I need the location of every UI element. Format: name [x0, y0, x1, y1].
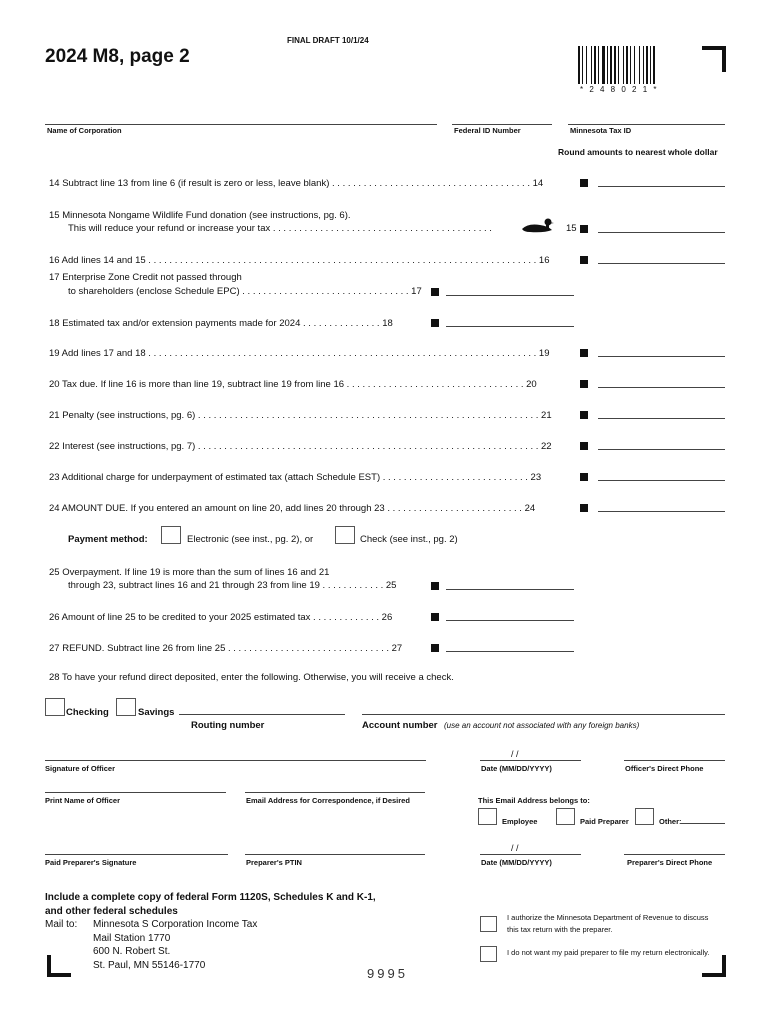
line-17-amount[interactable] [446, 283, 574, 296]
line-20-amount[interactable] [598, 375, 725, 388]
line-27-amount[interactable] [446, 639, 574, 652]
other-checkbox[interactable] [635, 808, 654, 825]
line-25-label: 25 Overpayment. If line 19 is more than the sum of lines 16 and 21 [49, 567, 330, 578]
address-line-2: Mail Station 1770 [93, 933, 171, 944]
line-22-marker [580, 442, 588, 450]
line-20-marker [580, 380, 588, 388]
date-2-field[interactable] [480, 842, 581, 855]
line-21-amount[interactable] [598, 406, 725, 419]
print-name-field[interactable] [45, 780, 226, 793]
officer-phone-label: Officer's Direct Phone [625, 764, 704, 773]
line-14-amount[interactable] [598, 174, 725, 187]
line-15-marker [580, 225, 588, 233]
line-17-label: 17 Enterprise Zone Credit not passed through [49, 272, 242, 283]
authorize-checkbox[interactable] [480, 916, 497, 932]
corner-mark-bottom-right [702, 955, 726, 977]
page-title: 2024 M8, page 2 [45, 46, 190, 67]
barcode-number: * 2 4 8 0 2 1 * [580, 85, 659, 94]
line-23-label: 23 Additional charge for underpayment of estimated tax (attach Schedule EST) . . . . . . . . . . . . . . . . . . . . . . . . . . . . 23 [49, 472, 542, 483]
line-23-marker [580, 473, 588, 481]
payment-method-label: Payment method: [68, 534, 148, 545]
line-21-marker [580, 411, 588, 419]
line-24-marker [580, 504, 588, 512]
account-number-note: (use an account not associated with any foreign banks) [444, 721, 640, 730]
line-24-amount[interactable] [598, 499, 725, 512]
address-line-3: 600 N. Robert St. [93, 946, 171, 957]
draft-label: FINAL DRAFT 10/1/24 [287, 36, 369, 45]
include-note-1: Include a complete copy of federal Form 1120S, Schedules K and K-1, [45, 892, 376, 903]
checking-label: Checking [66, 707, 109, 718]
line-19-label: 19 Add lines 17 and 18 . . . . . . . . . . . . . . . . . . . . . . . . . . . . . . . . . . . . . . . . . . . . . . . . . . . . . . . . . . . . . . . . . . . . . . . . . . 19 [49, 348, 550, 359]
print-name-label: Print Name of Officer [45, 796, 121, 805]
line-18-label: 18 Estimated tax and/or extension payments made for 2024 . . . . . . . . . . . . . . . 18 [49, 318, 393, 329]
officer-phone-field[interactable] [624, 748, 725, 761]
preparer-signature-field[interactable] [45, 842, 228, 855]
minnesota-tax-id-label: Minnesota Tax ID [570, 126, 632, 135]
line-26-marker [431, 613, 439, 621]
no-efile-checkbox[interactable] [480, 946, 497, 962]
line-14-marker [580, 179, 588, 187]
line-25-marker [431, 582, 439, 590]
email-label: Email Address for Correspondence, if Desired [246, 796, 410, 805]
authorize-label-2: this tax return with the preparer. [507, 925, 613, 934]
ptin-field[interactable] [245, 842, 425, 855]
check-checkbox[interactable] [335, 526, 355, 544]
email-field[interactable] [245, 780, 425, 793]
form-code: 9995 [367, 966, 408, 981]
corporation-name-field[interactable] [45, 112, 437, 125]
corporation-name-label: Name of Corporation [47, 126, 122, 135]
date-2-label: Date (MM/DD/YYYY) [481, 858, 552, 867]
line-18-amount[interactable] [446, 314, 574, 327]
mail-to-label: Mail to: [45, 919, 78, 930]
round-note: Round amounts to nearest whole dollar [558, 147, 718, 157]
other-label: Other: [659, 817, 682, 826]
routing-number-field[interactable] [179, 702, 345, 715]
line-24-label: 24 AMOUNT DUE. If you entered an amount on line 20, add lines 20 through 23 . . . . . . . . . . . . . . . . . . . . . . . . . . 24 [49, 503, 536, 514]
employee-checkbox[interactable] [478, 808, 497, 825]
line-25-label-2: through 23, subtract lines 16 and 21 through 23 from line 19 . . . . . . . . . . . . 25 [68, 580, 397, 591]
loon-icon [518, 214, 556, 234]
preparer-phone-label: Preparer's Direct Phone [627, 858, 713, 867]
line-17-marker [431, 288, 439, 296]
address-line-4: St. Paul, MN 55146-1770 [93, 960, 206, 971]
paid-preparer-checkbox[interactable] [556, 808, 575, 825]
routing-number-label: Routing number [191, 720, 265, 731]
officer-signature-field[interactable] [45, 748, 426, 761]
other-field[interactable] [681, 813, 725, 824]
federal-id-label: Federal ID Number [454, 126, 521, 135]
officer-signature-label: Signature of Officer [45, 764, 116, 773]
date-1-label: Date (MM/DD/YYYY) [481, 764, 552, 773]
line-15-num: 15 [566, 223, 577, 234]
date-2-slashes: / / [511, 843, 519, 853]
corner-mark-bottom-left [47, 955, 71, 977]
date-1-slashes: / / [511, 749, 519, 759]
check-label: Check (see inst., pg. 2) [360, 534, 458, 545]
preparer-phone-field[interactable] [624, 842, 725, 855]
electronic-label: Electronic (see inst., pg. 2), or [187, 534, 314, 545]
minnesota-tax-id-field[interactable] [568, 112, 725, 125]
authorize-label-1: I authorize the Minnesota Department of Revenue to discuss [507, 913, 709, 922]
federal-id-field[interactable] [452, 112, 552, 125]
preparer-signature-label: Paid Preparer's Signature [45, 858, 137, 867]
electronic-checkbox[interactable] [161, 526, 181, 544]
date-1-field[interactable] [480, 748, 581, 761]
line-14-label: 14 Subtract line 13 from line 6 (if result is zero or less, leave blank) . . . . . . . . . . . . . . . . . . . . . . . . . . . . . . . . . . . . . . 14 [49, 178, 544, 189]
include-note-2: and other federal schedules [45, 906, 178, 917]
address-line-1: Minnesota S Corporation Income Tax [93, 919, 258, 930]
line-19-marker [580, 349, 588, 357]
line-27-marker [431, 644, 439, 652]
line-27-label: 27 REFUND. Subtract line 26 from line 25 . . . . . . . . . . . . . . . . . . . . . . . . . . . . . . . 27 [49, 643, 403, 654]
line-25-amount[interactable] [446, 577, 574, 590]
line-17-label-2: to shareholders (enclose Schedule EPC) . . . . . . . . . . . . . . . . . . . . . . . . . . . . . . . . 17 [68, 286, 422, 297]
line-22-label: 22 Interest (see instructions, pg. 7) . . . . . . . . . . . . . . . . . . . . . . . . . . . . . . . . . . . . . . . . . . . . . . . . . . . . . . . . . . . . . . . . . 22 [49, 441, 552, 452]
ptin-label: Preparer's PTIN [246, 858, 302, 867]
barcode [578, 46, 678, 84]
line-20-label: 20 Tax due. If line 16 is more than line 19, subtract line 19 from line 16 . . . . . . . . . . . . . . . . . . . . . . . . . . . . . . . . . . 20 [49, 379, 537, 390]
paid-preparer-label: Paid Preparer [580, 817, 629, 826]
email-belongs-label: This Email Address belongs to: [478, 796, 590, 805]
account-number-field[interactable] [362, 702, 725, 715]
line-15-label-2: This will reduce your refund or increase your tax . . . . . . . . . . . . . . . . . . . . . . . . . . . . . . . . . . . . . . . . . . [68, 223, 492, 234]
line-28-label: 28 To have your refund direct deposited, enter the following. Otherwise, you will receive a check. [49, 672, 454, 683]
line-15-amount[interactable] [598, 220, 725, 233]
line-16-amount[interactable] [598, 251, 725, 264]
account-number-label: Account number [362, 720, 438, 731]
line-26-label: 26 Amount of line 25 to be credited to your 2025 estimated tax . . . . . . . . . . . . . 26 [49, 612, 393, 623]
savings-label: Savings [138, 707, 175, 718]
corner-mark-top-right [702, 46, 726, 72]
checking-checkbox[interactable] [45, 698, 65, 716]
line-19-amount[interactable] [598, 344, 725, 357]
savings-checkbox[interactable] [116, 698, 136, 716]
line-16-marker [580, 256, 588, 264]
line-18-marker [431, 319, 439, 327]
line-21-label: 21 Penalty (see instructions, pg. 6) . . . . . . . . . . . . . . . . . . . . . . . . . . . . . . . . . . . . . . . . . . . . . . . . . . . . . . . . . . . . . . . . . 21 [49, 410, 552, 421]
line-16-label: 16 Add lines 14 and 15 . . . . . . . . . . . . . . . . . . . . . . . . . . . . . . . . . . . . . . . . . . . . . . . . . . . . . . . . . . . . . . . . . . . . . . . . . . 16 [49, 255, 550, 266]
no-efile-label: I do not want my paid preparer to file my return electronically. [507, 948, 710, 957]
line-22-amount[interactable] [598, 437, 725, 450]
employee-label: Employee [502, 817, 538, 826]
line-26-amount[interactable] [446, 608, 574, 621]
line-15-label: 15 Minnesota Nongame Wildlife Fund donation (see instructions, pg. 6). [49, 210, 351, 221]
line-23-amount[interactable] [598, 468, 725, 481]
